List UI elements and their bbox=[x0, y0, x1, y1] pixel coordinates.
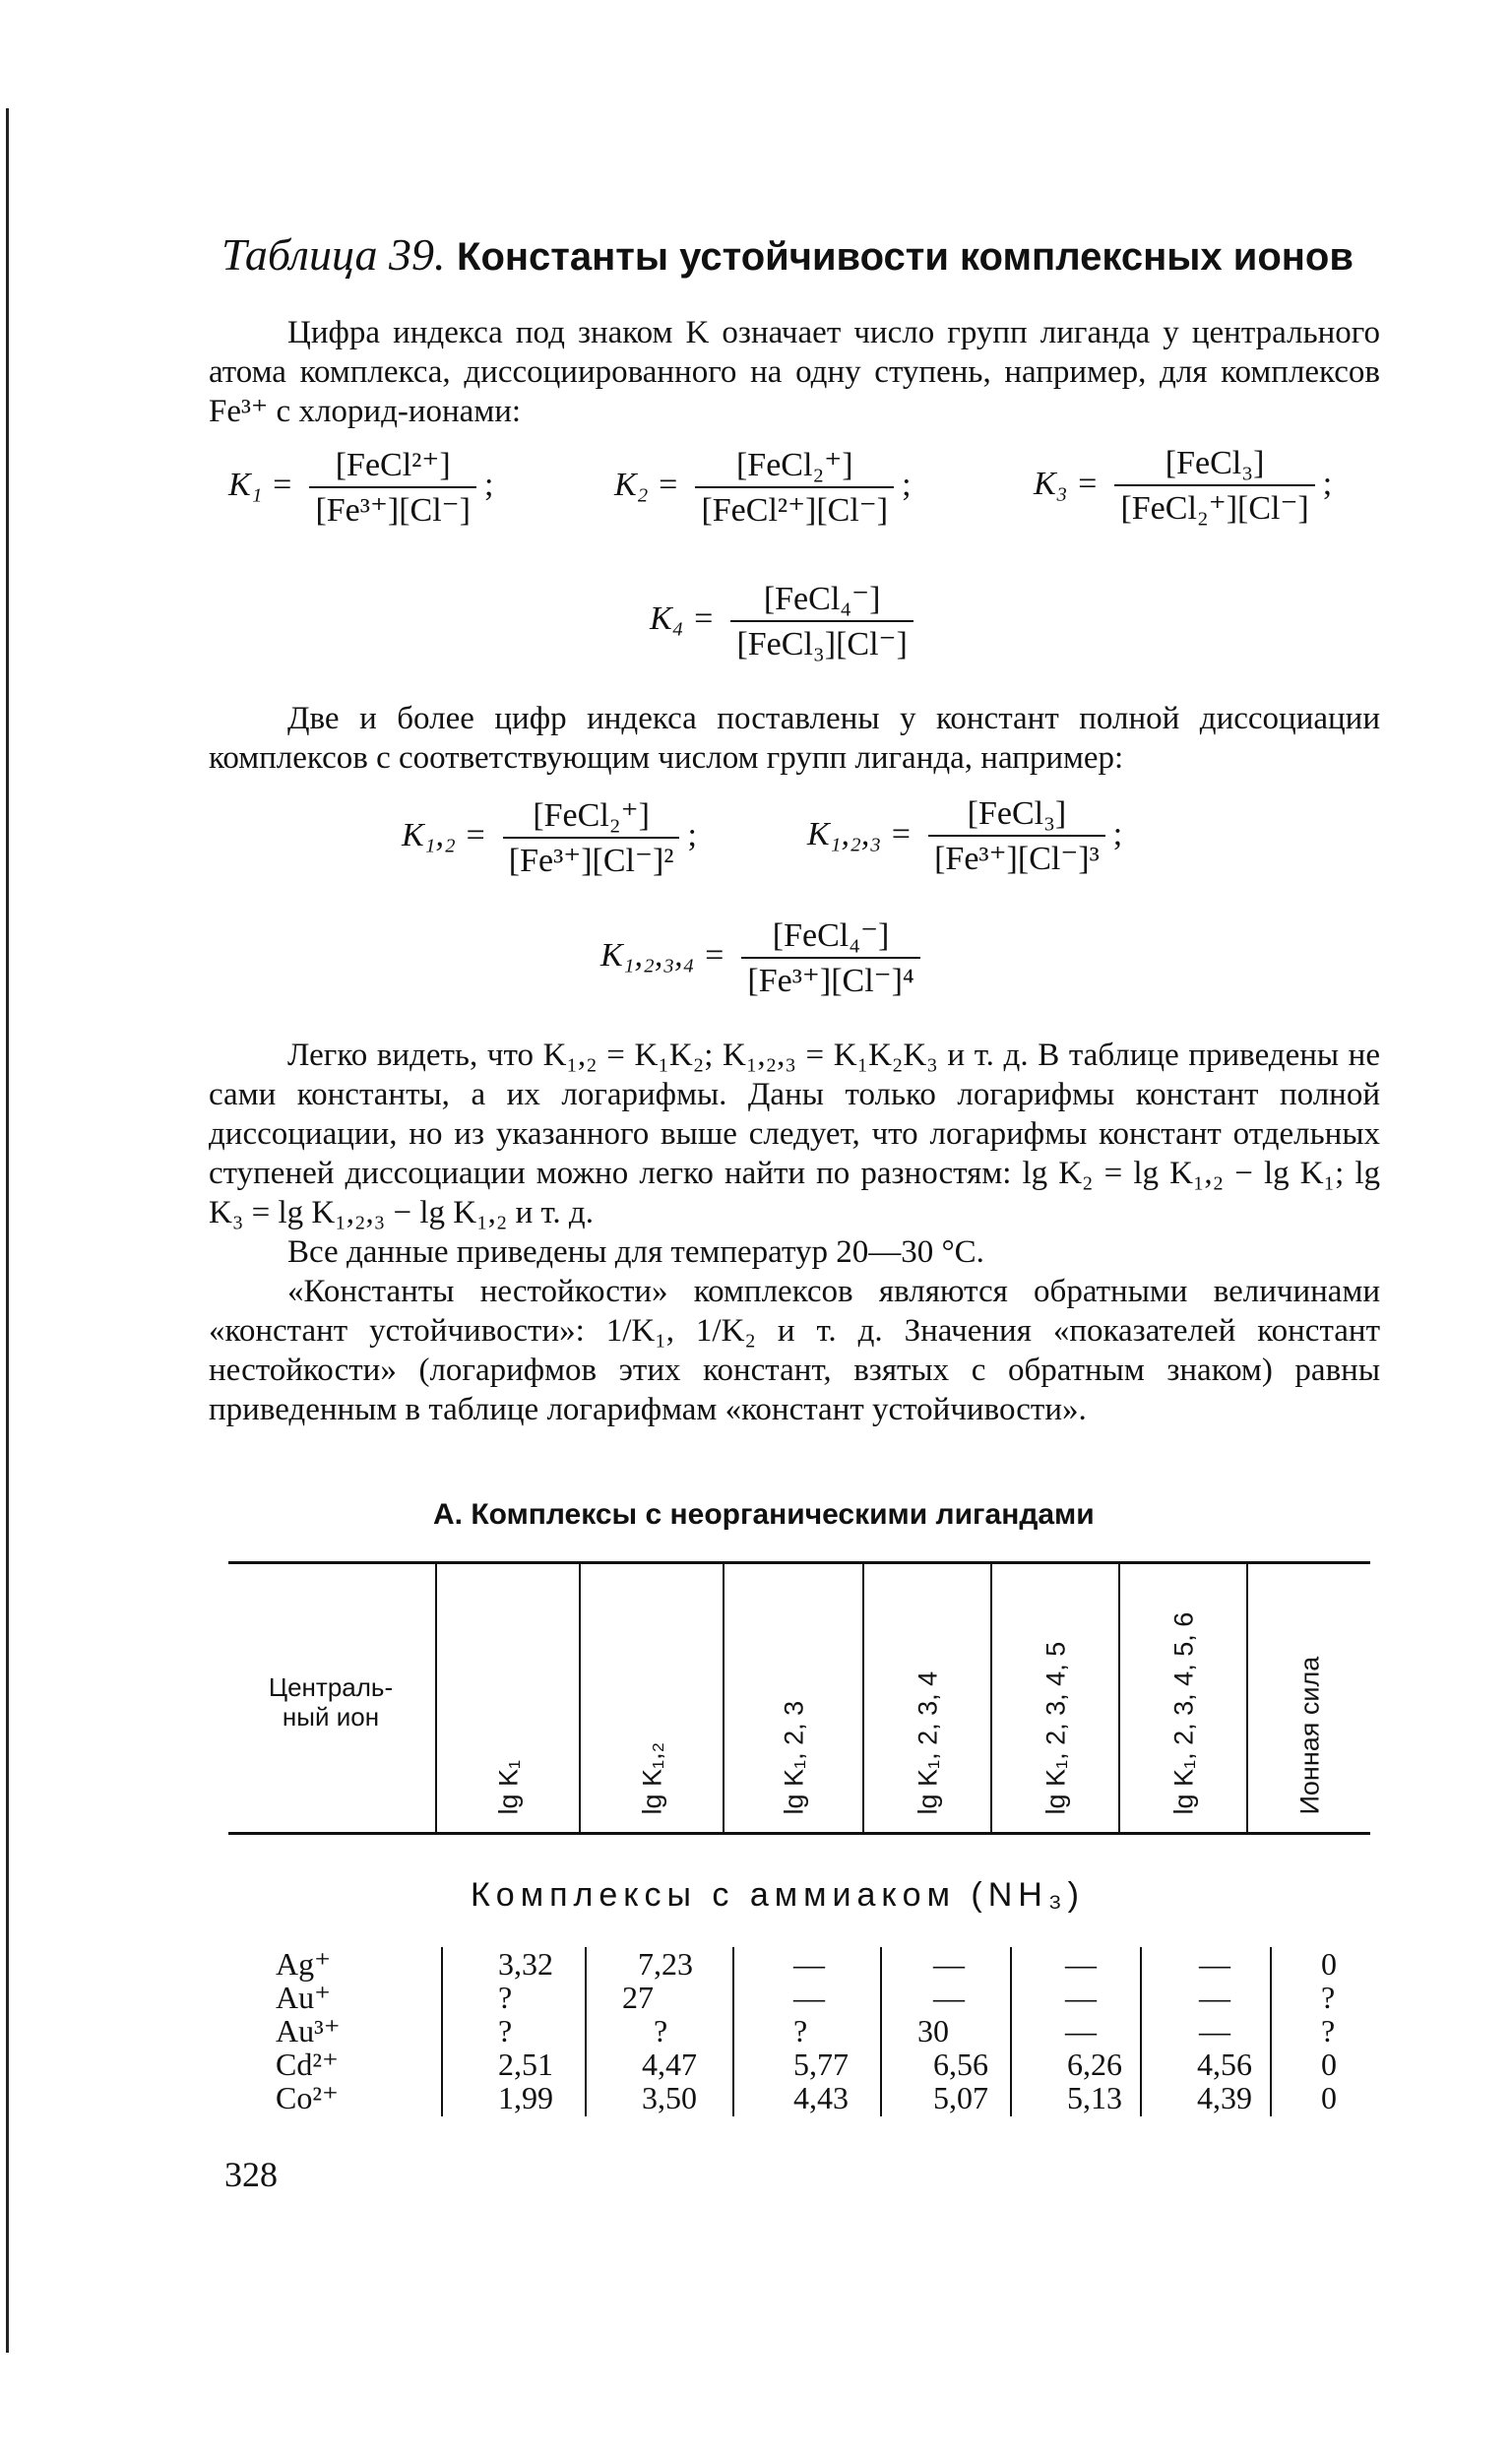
col-header-lgk12345: lg K₁, 2, 3, 4, 5 bbox=[990, 1564, 1120, 1832]
table-header bbox=[228, 1561, 1370, 1835]
intro-text: Цифра индекса под знаком K означает число групп лиганда у центрального атома комплекса, диссоциированного на одну ступень, например, для комплексов Fe³⁺ с хлорид-ионами: bbox=[209, 315, 1380, 429]
formula-k4: K₄ = $\frac{\text{[FeCl₄⁻]}}{\text{[FeCl₃][Cl⁻]}}$ bbox=[650, 579, 921, 663]
formula-k1: K₁ = $\frac{\text{[FeCl²⁺]}}{\text{[Fe³⁺][Cl⁻]}}$ ; bbox=[228, 447, 494, 529]
page-edge-line bbox=[6, 108, 9, 2353]
table-title-text: Константы устойчивости комплексных ионов bbox=[457, 235, 1354, 279]
formula-k3: K₃ = $\frac{\text{[FeCl₃]}}{\text{[FeCl₂⁺][Cl⁻]}}$ ; bbox=[1034, 445, 1333, 527]
col-header-lgk123456: lg K₁, 2, 3, 4, 5, 6 bbox=[1118, 1564, 1248, 1832]
body-paragraph-1: Легко видеть, что K₁,₂ = K₁K₂; K₁,₂,₃ = K₁K₂K₃ и т. д. В таблице приведены не сами константы, а их логарифмы. Даны только логарифмы констант полной диссоциации, но из указанного выше следует, что логарифмы констант отдельных ступеней диссоциации можно легко найти по разностям: lg K₂ = lg K₁,₂ − lg K₁; lg K₃ = lg K₁,₂,₃ − lg K₁,₂ и т. д. bbox=[209, 1038, 1380, 1230]
formula-k2: K₂ = $\frac{\text{[FeCl₂⁺]}}{\text{[FeCl²⁺][Cl⁻]}}$ ; bbox=[614, 447, 912, 529]
intro-text-2: Две и более цифр индекса поставлены у констант полной диссоциации комплексов с соответствующим числом групп лиганда, например: bbox=[209, 701, 1380, 776]
table-row: Ag⁺ 3,32 7,23 — — — — 0 bbox=[276, 1946, 1337, 1982]
intro-paragraph bbox=[209, 313, 1380, 431]
formula-k123: K₁,₂,₃ = $\frac{\text{[FeCl₃]}}{\text{[Fe³⁺][Cl⁻]³}}$ ; bbox=[807, 795, 1123, 877]
subsection-title: Комплексы с аммиаком (NH₃) bbox=[471, 1876, 1085, 1914]
formula-k12: K₁,₂ = $\frac{\text{[FeCl₂⁺]}}{\text{[Fe³⁺][Cl⁻]²}}$ ; bbox=[402, 797, 697, 879]
col-header-lgk12: lg K₁,₂ bbox=[579, 1564, 724, 1832]
body-paragraph-3: «Константы нестойкости» комплексов являются обратными величинами «констант устойчивости»: 1/K₁, 1/K₂ и т. д. Значения «показателей констант нестойкости» (логарифмов этих констант, взятых с обратным знаком) равны приведенным в таблице логарифмам «констант устойчивости». bbox=[209, 1274, 1380, 1427]
table-title bbox=[221, 228, 1403, 281]
table-number: Таблица 39. bbox=[221, 229, 446, 280]
col-header-lgk1234: lg K₁, 2, 3, 4 bbox=[862, 1564, 992, 1832]
body-paragraph-2: Все данные приведены для температур 20—30 °С. bbox=[287, 1234, 984, 1270]
col-header-lgk123: lg K₁, 2, 3 bbox=[723, 1564, 864, 1832]
body-text bbox=[209, 1036, 1380, 1429]
table-row: Au³⁺ ? ? ? 30 — — ? bbox=[276, 2013, 1336, 2048]
formula-k1234: K₁,₂,₃,₄ = $\frac{\text{[FeCl₄⁻]}}{\text{[Fe³⁺][Cl⁻]⁴}}$ bbox=[600, 915, 928, 1000]
table-row: Co²⁺ 1,99 3,50 4,43 5,07 5,13 4,39 0 bbox=[276, 2080, 1337, 2115]
section-title: А. Комплексы с неорганическими лигандами bbox=[433, 1498, 1095, 1531]
intro-paragraph-2 bbox=[209, 699, 1380, 778]
central-ion-header: Централь- ный ион bbox=[268, 1672, 394, 1732]
table-row: Au⁺ ? 27 — — — — ? bbox=[276, 1980, 1336, 2015]
table-row: Cd²⁺ 2,51 4,47 5,77 6,56 6,26 4,56 0 bbox=[276, 2047, 1337, 2082]
table-body bbox=[228, 1947, 1370, 2114]
col-header-lgk1: lg K₁ bbox=[435, 1564, 581, 1832]
col-header-ionic-strength: Ионная сила bbox=[1246, 1564, 1372, 1832]
page-number: 328 bbox=[224, 2155, 278, 2194]
